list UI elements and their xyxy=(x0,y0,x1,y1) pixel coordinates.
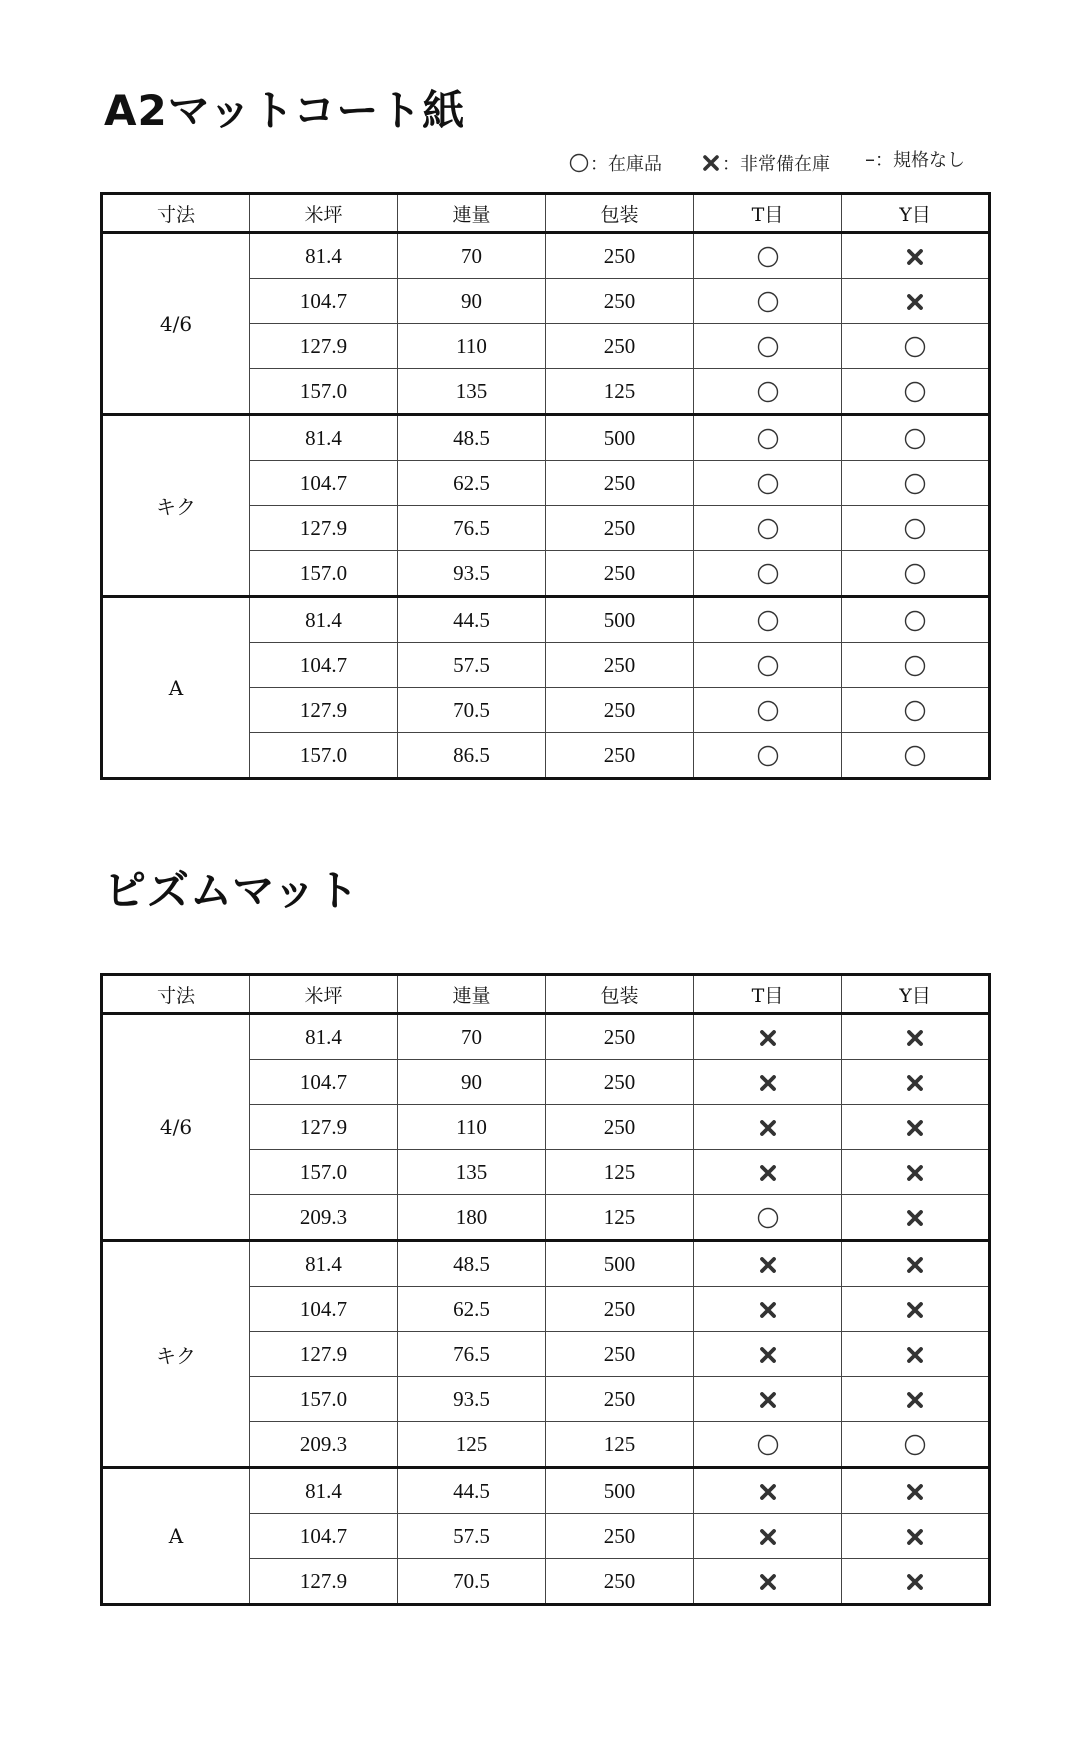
not-stocked-cross-icon xyxy=(903,1206,927,1230)
ream-weight-cell: 76.5 xyxy=(398,506,546,551)
basis-weight-cell: 104.7 xyxy=(250,461,398,506)
y-grain-cell xyxy=(842,1060,990,1105)
ream-weight-cell: 110 xyxy=(398,1105,546,1150)
packaging-cell: 250 xyxy=(546,279,694,324)
header-ream-weight: 連量 xyxy=(398,194,546,233)
table-row xyxy=(102,1241,990,1287)
ream-weight-cell: 62.5 xyxy=(398,461,546,506)
t-grain-cell xyxy=(694,415,842,461)
not-stocked-cross-icon xyxy=(903,1570,927,1594)
t-grain-cell xyxy=(694,1514,842,1559)
header-size: 寸法 xyxy=(102,194,250,233)
not-stocked-cross-icon xyxy=(756,1525,780,1549)
basis-weight-cell: 81.4 xyxy=(250,597,398,643)
header-t-grain: T目 xyxy=(694,194,842,233)
header-row xyxy=(102,975,990,1014)
not-stocked-cross-icon xyxy=(756,1116,780,1140)
y-grain-cell xyxy=(842,1422,990,1468)
t-grain-cell xyxy=(694,1377,842,1422)
header-basis-weight: 米坪 xyxy=(250,194,398,233)
packaging-cell: 250 xyxy=(546,233,694,279)
not-stocked-cross-icon xyxy=(903,1253,927,1277)
ream-weight-cell: 48.5 xyxy=(398,1241,546,1287)
paper-spec-table-pism-matte xyxy=(100,973,991,1606)
t-grain-cell xyxy=(694,1287,842,1332)
size-group xyxy=(102,1241,990,1468)
table-row xyxy=(102,233,990,279)
legend-in-stock-label: ：在庫品 xyxy=(590,154,662,175)
header-packaging: 包装 xyxy=(546,194,694,233)
y-grain-cell xyxy=(842,1468,990,1514)
not-stocked-cross-icon xyxy=(903,1161,927,1185)
packaging-cell: 500 xyxy=(546,597,694,643)
y-grain-cell xyxy=(842,551,990,597)
basis-weight-cell: 127.9 xyxy=(250,1105,398,1150)
t-grain-cell xyxy=(694,1468,842,1514)
in-stock-circle-icon xyxy=(756,427,780,451)
table-title: A2マットコート紙 xyxy=(104,86,466,135)
header-t-grain: T目 xyxy=(694,975,842,1014)
packaging-cell: 500 xyxy=(546,1241,694,1287)
t-grain-cell xyxy=(694,1195,842,1241)
not-stocked-cross-icon xyxy=(756,1298,780,1322)
y-grain-cell xyxy=(842,1377,990,1422)
not-stocked-cross-icon xyxy=(903,1071,927,1095)
ream-weight-cell: 90 xyxy=(398,1060,546,1105)
y-grain-cell xyxy=(842,1332,990,1377)
y-grain-cell xyxy=(842,461,990,506)
ream-weight-cell: 110 xyxy=(398,324,546,369)
basis-weight-cell: 127.9 xyxy=(250,1332,398,1377)
ream-weight-cell: 135 xyxy=(398,1150,546,1195)
not-stocked-cross-icon xyxy=(756,1480,780,1504)
legend-no-spec xyxy=(865,146,965,172)
packaging-cell: 250 xyxy=(546,1060,694,1105)
packaging-cell: 125 xyxy=(546,369,694,415)
basis-weight-cell: 81.4 xyxy=(250,1241,398,1287)
size-group xyxy=(102,415,990,597)
size-cell: キク xyxy=(102,1241,250,1468)
in-stock-circle-icon xyxy=(756,609,780,633)
size-cell: A xyxy=(102,597,250,779)
table-row xyxy=(102,597,990,643)
ream-weight-cell: 57.5 xyxy=(398,1514,546,1559)
ream-weight-cell: 44.5 xyxy=(398,1468,546,1514)
in-stock-circle-icon xyxy=(903,1433,927,1457)
t-grain-cell xyxy=(694,1014,842,1060)
basis-weight-cell: 81.4 xyxy=(250,1014,398,1060)
packaging-cell: 250 xyxy=(546,643,694,688)
t-grain-cell xyxy=(694,643,842,688)
ream-weight-cell: 93.5 xyxy=(398,1377,546,1422)
t-grain-cell xyxy=(694,1559,842,1605)
size-group xyxy=(102,1014,990,1241)
y-grain-cell xyxy=(842,1287,990,1332)
y-grain-cell xyxy=(842,324,990,369)
in-stock-circle-icon xyxy=(756,290,780,314)
in-stock-circle-icon xyxy=(756,380,780,404)
basis-weight-cell: 81.4 xyxy=(250,233,398,279)
in-stock-circle-icon xyxy=(903,699,927,723)
packaging-cell: 500 xyxy=(546,1468,694,1514)
packaging-cell: 125 xyxy=(546,1422,694,1468)
in-stock-circle-icon xyxy=(756,1433,780,1457)
y-grain-cell xyxy=(842,1559,990,1605)
t-grain-cell xyxy=(694,324,842,369)
ream-weight-cell: 70 xyxy=(398,1014,546,1060)
not-stocked-cross-icon xyxy=(903,290,927,314)
in-stock-circle-icon xyxy=(756,517,780,541)
header-size: 寸法 xyxy=(102,975,250,1014)
t-grain-cell xyxy=(694,279,842,324)
basis-weight-cell: 104.7 xyxy=(250,1060,398,1105)
y-grain-cell xyxy=(842,415,990,461)
ream-weight-cell: 125 xyxy=(398,1422,546,1468)
not-stocked-cross-icon xyxy=(756,1343,780,1367)
in-stock-circle-icon xyxy=(756,245,780,269)
ream-weight-cell: 57.5 xyxy=(398,643,546,688)
t-grain-cell xyxy=(694,551,842,597)
ream-weight-cell: 70.5 xyxy=(398,688,546,733)
ream-weight-cell: 93.5 xyxy=(398,551,546,597)
header-y-grain: Y目 xyxy=(842,194,990,233)
paper-spec-table-a2-matte xyxy=(100,192,991,780)
ream-weight-cell: 86.5 xyxy=(398,733,546,779)
basis-weight-cell: 157.0 xyxy=(250,551,398,597)
size-group xyxy=(102,1468,990,1605)
packaging-cell: 125 xyxy=(546,1195,694,1241)
t-grain-cell xyxy=(694,1241,842,1287)
t-grain-cell xyxy=(694,1060,842,1105)
table-title: ピズムマット xyxy=(104,866,360,915)
y-grain-cell xyxy=(842,233,990,279)
t-grain-cell xyxy=(694,733,842,779)
dash-icon: – xyxy=(865,147,875,171)
stock-legend xyxy=(560,147,990,178)
t-grain-cell xyxy=(694,461,842,506)
packaging-cell: 250 xyxy=(546,1559,694,1605)
header-ream-weight: 連量 xyxy=(398,975,546,1014)
not-stocked-cross-icon xyxy=(903,1116,927,1140)
header-row xyxy=(102,194,990,233)
t-grain-cell xyxy=(694,369,842,415)
ream-weight-cell: 76.5 xyxy=(398,1332,546,1377)
in-stock-circle-icon xyxy=(903,744,927,768)
not-stocked-cross-icon xyxy=(756,1388,780,1412)
ream-weight-cell: 70.5 xyxy=(398,1559,546,1605)
t-grain-cell xyxy=(694,233,842,279)
y-grain-cell xyxy=(842,279,990,324)
size-cell: 4/6 xyxy=(102,233,250,415)
packaging-cell: 125 xyxy=(546,1150,694,1195)
basis-weight-cell: 81.4 xyxy=(250,415,398,461)
header-packaging: 包装 xyxy=(546,975,694,1014)
table-row xyxy=(102,1014,990,1060)
packaging-cell: 250 xyxy=(546,733,694,779)
ream-weight-cell: 180 xyxy=(398,1195,546,1241)
basis-weight-cell: 127.9 xyxy=(250,688,398,733)
packaging-cell: 250 xyxy=(546,1332,694,1377)
ream-weight-cell: 48.5 xyxy=(398,415,546,461)
t-grain-cell xyxy=(694,1105,842,1150)
t-grain-cell xyxy=(694,688,842,733)
legend-not-stocked xyxy=(700,150,830,176)
y-grain-cell xyxy=(842,1105,990,1150)
size-cell: キク xyxy=(102,415,250,597)
y-grain-cell xyxy=(842,597,990,643)
in-stock-circle-icon xyxy=(903,654,927,678)
legend-no-spec-label: ：規格なし xyxy=(875,150,965,171)
circle-icon xyxy=(568,152,590,174)
in-stock-circle-icon xyxy=(756,1206,780,1230)
not-stocked-cross-icon xyxy=(756,1026,780,1050)
cross-icon xyxy=(700,152,722,174)
size-group xyxy=(102,233,990,415)
not-stocked-cross-icon xyxy=(903,1298,927,1322)
y-grain-cell xyxy=(842,688,990,733)
not-stocked-cross-icon xyxy=(903,1388,927,1412)
in-stock-circle-icon xyxy=(756,654,780,678)
basis-weight-cell: 104.7 xyxy=(250,279,398,324)
size-cell: A xyxy=(102,1468,250,1605)
packaging-cell: 250 xyxy=(546,461,694,506)
header-basis-weight: 米坪 xyxy=(250,975,398,1014)
basis-weight-cell: 127.9 xyxy=(250,324,398,369)
ream-weight-cell: 70 xyxy=(398,233,546,279)
in-stock-circle-icon xyxy=(903,517,927,541)
size-cell: 4/6 xyxy=(102,1014,250,1241)
in-stock-circle-icon xyxy=(903,562,927,586)
y-grain-cell xyxy=(842,733,990,779)
t-grain-cell xyxy=(694,1332,842,1377)
ream-weight-cell: 44.5 xyxy=(398,597,546,643)
basis-weight-cell: 157.0 xyxy=(250,1377,398,1422)
basis-weight-cell: 104.7 xyxy=(250,1514,398,1559)
basis-weight-cell: 157.0 xyxy=(250,369,398,415)
packaging-cell: 500 xyxy=(546,415,694,461)
t-grain-cell xyxy=(694,1422,842,1468)
t-grain-cell xyxy=(694,506,842,551)
not-stocked-cross-icon xyxy=(903,1026,927,1050)
packaging-cell: 250 xyxy=(546,1514,694,1559)
packaging-cell: 250 xyxy=(546,551,694,597)
not-stocked-cross-icon xyxy=(903,1480,927,1504)
legend-in-stock xyxy=(568,150,662,176)
not-stocked-cross-icon xyxy=(756,1570,780,1594)
t-grain-cell xyxy=(694,597,842,643)
in-stock-circle-icon xyxy=(903,335,927,359)
legend-not-stocked-label: ：非常備在庫 xyxy=(722,154,830,175)
in-stock-circle-icon xyxy=(756,472,780,496)
y-grain-cell xyxy=(842,369,990,415)
not-stocked-cross-icon xyxy=(903,1525,927,1549)
not-stocked-cross-icon xyxy=(903,1343,927,1367)
basis-weight-cell: 209.3 xyxy=(250,1422,398,1468)
y-grain-cell xyxy=(842,1241,990,1287)
basis-weight-cell: 81.4 xyxy=(250,1468,398,1514)
basis-weight-cell: 157.0 xyxy=(250,733,398,779)
y-grain-cell xyxy=(842,1514,990,1559)
packaging-cell: 250 xyxy=(546,688,694,733)
ream-weight-cell: 90 xyxy=(398,279,546,324)
y-grain-cell xyxy=(842,643,990,688)
ream-weight-cell: 62.5 xyxy=(398,1287,546,1332)
basis-weight-cell: 157.0 xyxy=(250,1150,398,1195)
packaging-cell: 250 xyxy=(546,324,694,369)
not-stocked-cross-icon xyxy=(903,245,927,269)
basis-weight-cell: 104.7 xyxy=(250,1287,398,1332)
y-grain-cell xyxy=(842,1150,990,1195)
packaging-cell: 250 xyxy=(546,1014,694,1060)
packaging-cell: 250 xyxy=(546,506,694,551)
table-row xyxy=(102,415,990,461)
packaging-cell: 250 xyxy=(546,1105,694,1150)
packaging-cell: 250 xyxy=(546,1287,694,1332)
basis-weight-cell: 127.9 xyxy=(250,1559,398,1605)
ream-weight-cell: 135 xyxy=(398,369,546,415)
in-stock-circle-icon xyxy=(903,609,927,633)
t-grain-cell xyxy=(694,1150,842,1195)
y-grain-cell xyxy=(842,1014,990,1060)
basis-weight-cell: 104.7 xyxy=(250,643,398,688)
in-stock-circle-icon xyxy=(756,744,780,768)
in-stock-circle-icon xyxy=(756,699,780,723)
in-stock-circle-icon xyxy=(903,427,927,451)
basis-weight-cell: 209.3 xyxy=(250,1195,398,1241)
basis-weight-cell: 127.9 xyxy=(250,506,398,551)
in-stock-circle-icon xyxy=(756,335,780,359)
in-stock-circle-icon xyxy=(903,472,927,496)
header-y-grain: Y目 xyxy=(842,975,990,1014)
y-grain-cell xyxy=(842,1195,990,1241)
size-group xyxy=(102,597,990,779)
not-stocked-cross-icon xyxy=(756,1161,780,1185)
y-grain-cell xyxy=(842,506,990,551)
in-stock-circle-icon xyxy=(903,380,927,404)
in-stock-circle-icon xyxy=(756,562,780,586)
not-stocked-cross-icon xyxy=(756,1071,780,1095)
packaging-cell: 250 xyxy=(546,1377,694,1422)
table-row xyxy=(102,1468,990,1514)
not-stocked-cross-icon xyxy=(756,1253,780,1277)
